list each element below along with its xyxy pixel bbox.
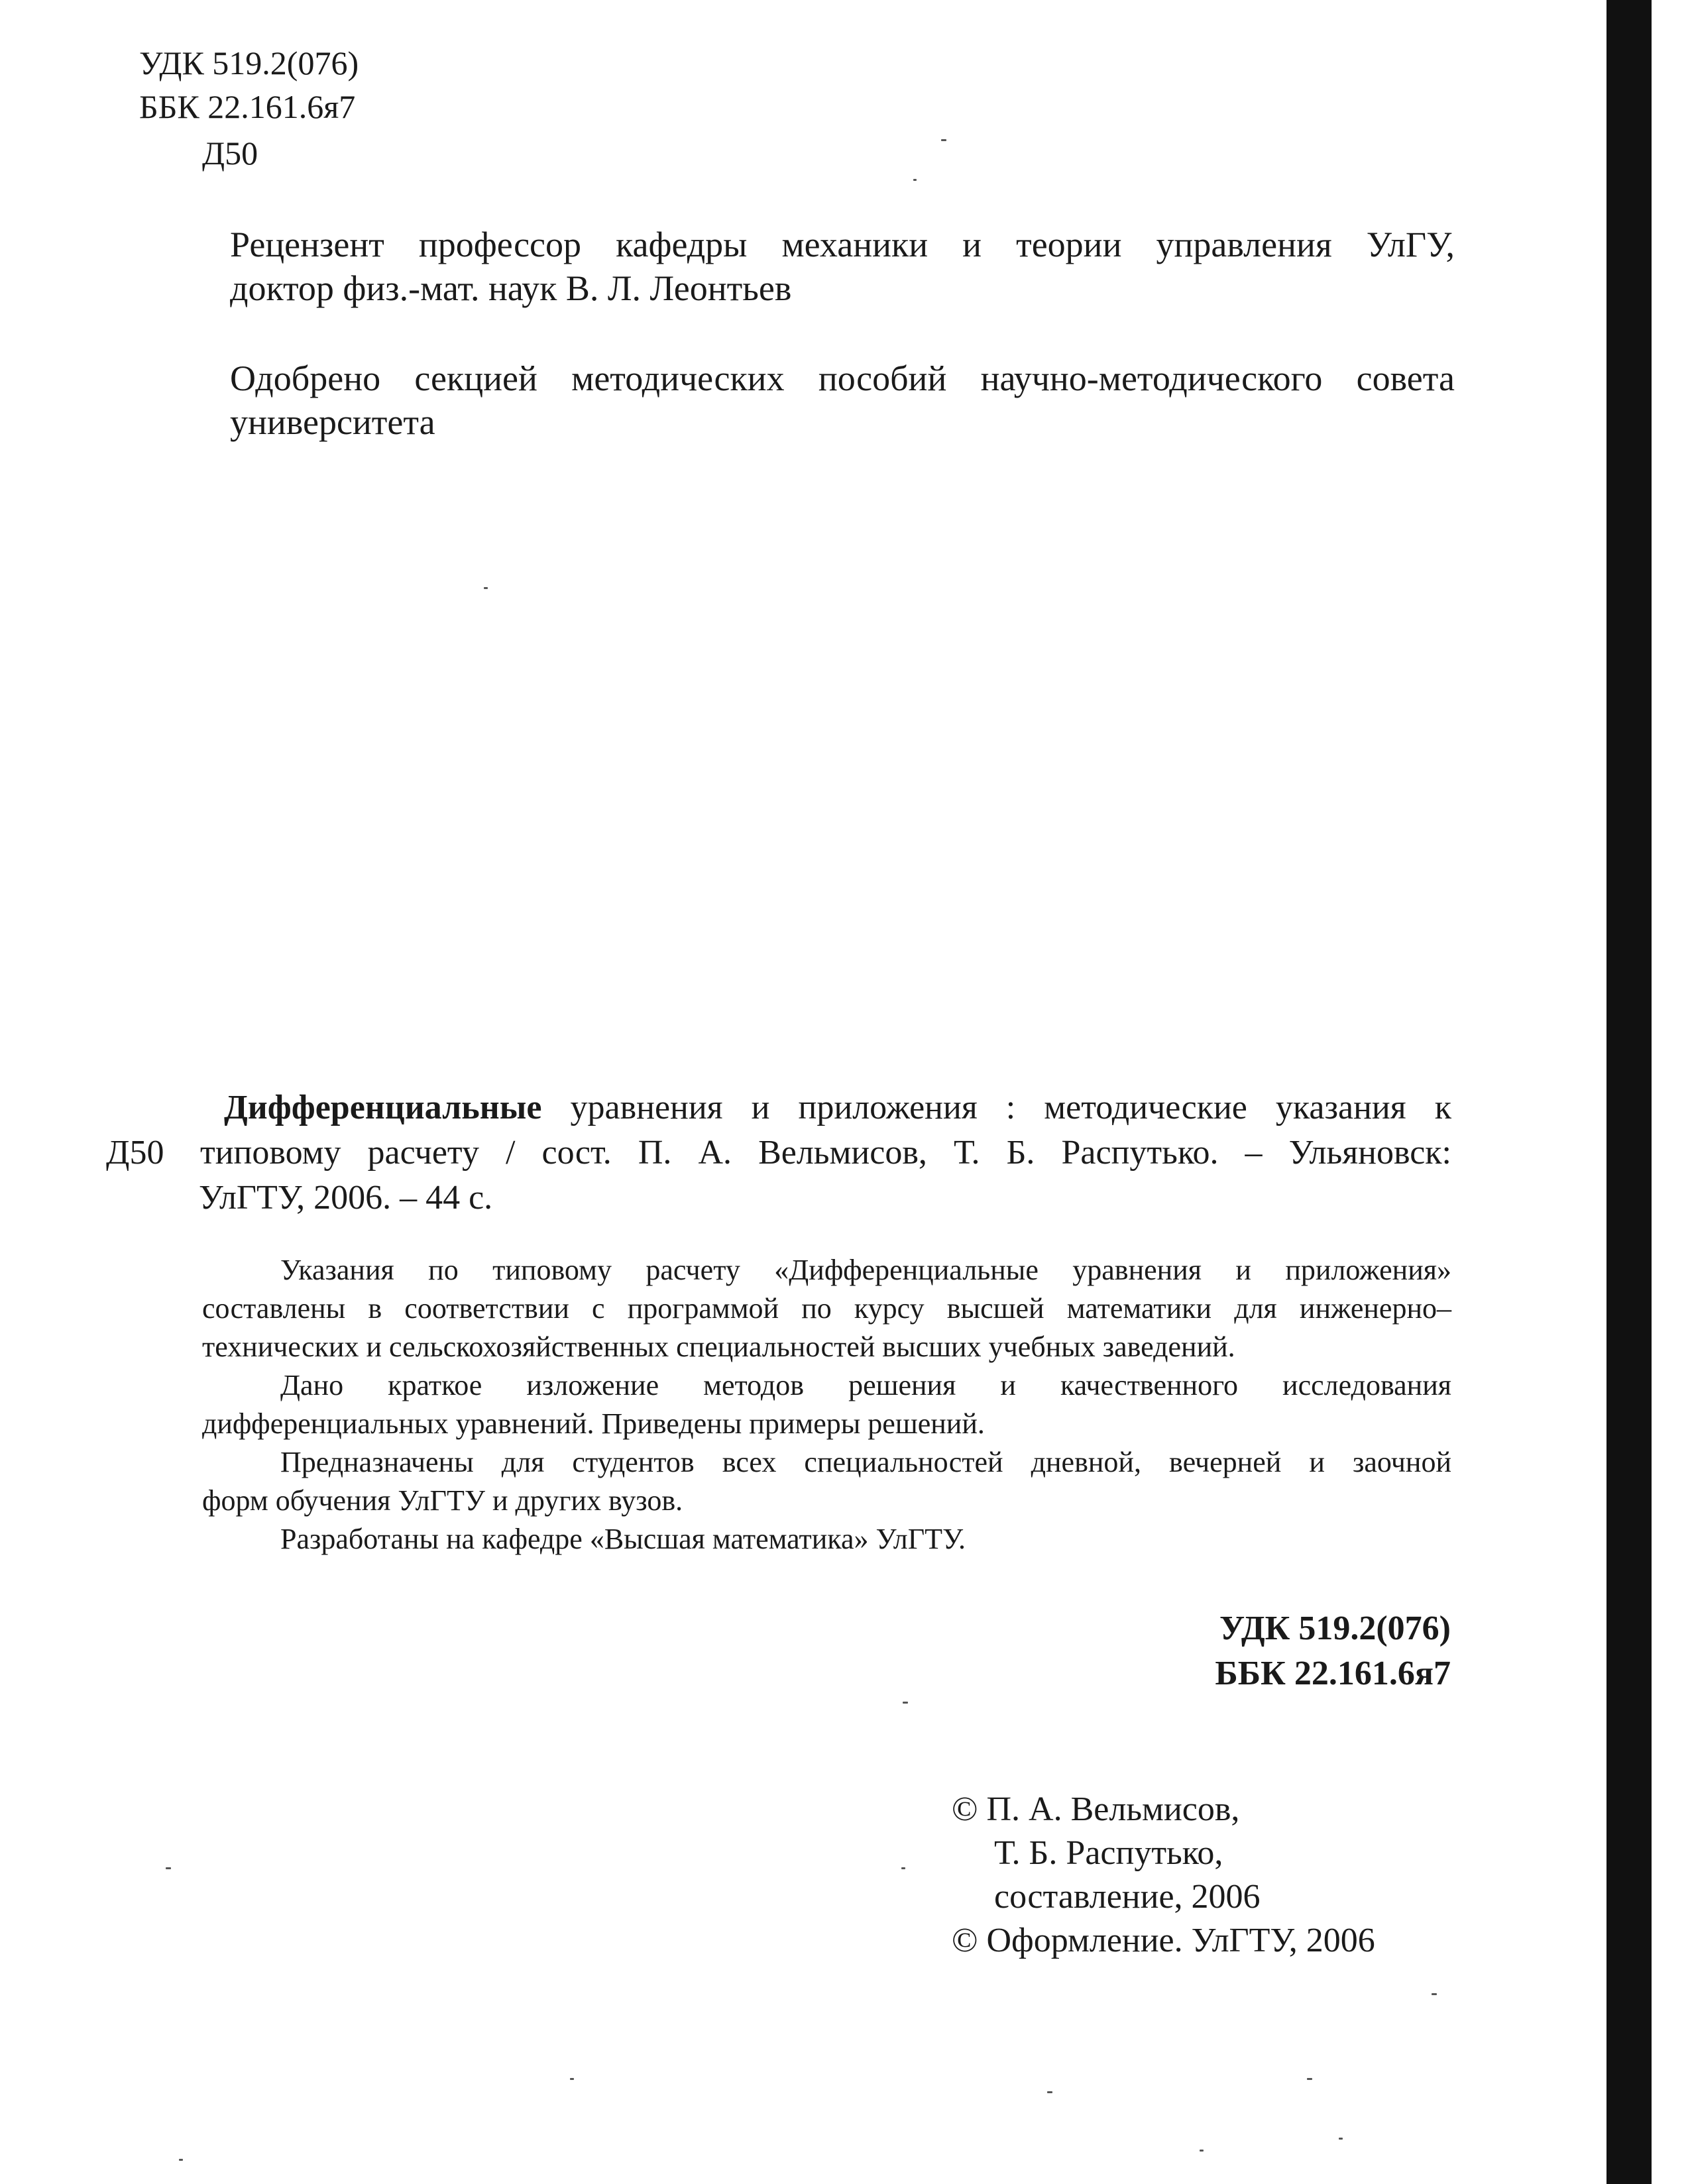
bbk-code: ББК 22.161.6я7 [139,88,356,125]
scan-speck [941,139,946,141]
reviewer-line-2: доктор физ.-мат. наук В. Л. Леонтьев [230,268,792,308]
scan-speck [570,2078,574,2080]
udk-code-bold: УДК 519.2(076) [1219,1610,1451,1647]
scan-speck [1432,1993,1437,1995]
scan-speck [1047,2091,1052,2093]
biblio-title-rest: уравнения и приложения : методические указания к [541,1089,1451,1126]
scan-speck [166,1867,171,1869]
copyright-block [952,1788,1375,1963]
abstract [202,1251,1451,1558]
abstract-p4-line1: Разработаны на кафедре «Высшая математика» УлГТУ. [280,1523,966,1555]
scan-speck [913,179,917,181]
scan-speck [484,587,488,589]
biblio-line-1 [224,1085,1451,1130]
scan-speck [901,1867,905,1869]
author-mark: Д50 [202,135,258,172]
scan-speck [903,1702,908,1704]
abstract-p2-line1: Дано краткое изложение методов решения и качественного исследования [280,1369,1451,1401]
library-index-bottom [1215,1606,1451,1696]
copyright-line-3: составление, 2006 [994,1878,1261,1916]
reviewer-block [230,223,1455,310]
abstract-p1-line1: Указания по типовому расчету «Дифференциальные уравнения и приложения» [280,1254,1451,1286]
approval-line-2: университета [230,402,435,442]
copyright-line-2: Т. Б. Распутько, [994,1834,1223,1872]
abstract-p2-line2: дифференциальных уравнений. Приведены примеры решений. [202,1407,985,1440]
scan-speck [1200,2150,1204,2152]
scan-speck [179,2159,183,2161]
abstract-p1-line2: составлены в соответствии с программой по курсу высшей математики для инженерно– [202,1292,1451,1325]
bbk-code-bold: ББК 22.161.6я7 [1215,1655,1451,1692]
biblio-title-bold: Дифференциальные [224,1089,542,1126]
abstract-p1-line3: технических и сельскохозяйственных специальностей высших учебных заведений. [202,1331,1235,1363]
copyright-line-1: © П. А. Вельмисов, [952,1790,1240,1828]
biblio-line-2-text: типовому расчету / сост. П. А. Вельмисов, Т. Б. Распутько. – Ульяновск: [200,1134,1451,1172]
reviewer-line-1: Рецензент профессор кафедры механики и теории управления УлГУ, [230,225,1455,264]
approval-line-1: Одобрено секцией методических пособий научно-методического совета [230,358,1455,398]
abstract-p3-line2: форм обучения УлГТУ и других вузов. [202,1484,683,1517]
udk-code: УДК 519.2(076) [139,44,359,82]
abstract-p3-line1: Предназначены для студентов всех специальностей дневной, вечерней и заочной [280,1446,1451,1478]
scan-edge-shadow [1606,0,1652,2184]
biblio-line-3: УлГТУ, 2006. – 44 с. [199,1179,493,1217]
biblio-author-mark: Д50 [106,1134,164,1172]
copyright-line-4: © Оформление. УлГТУ, 2006 [952,1922,1375,1959]
scan-speck [1339,2138,1343,2140]
scan-speck [1307,2078,1312,2080]
approval-block [230,356,1455,444]
